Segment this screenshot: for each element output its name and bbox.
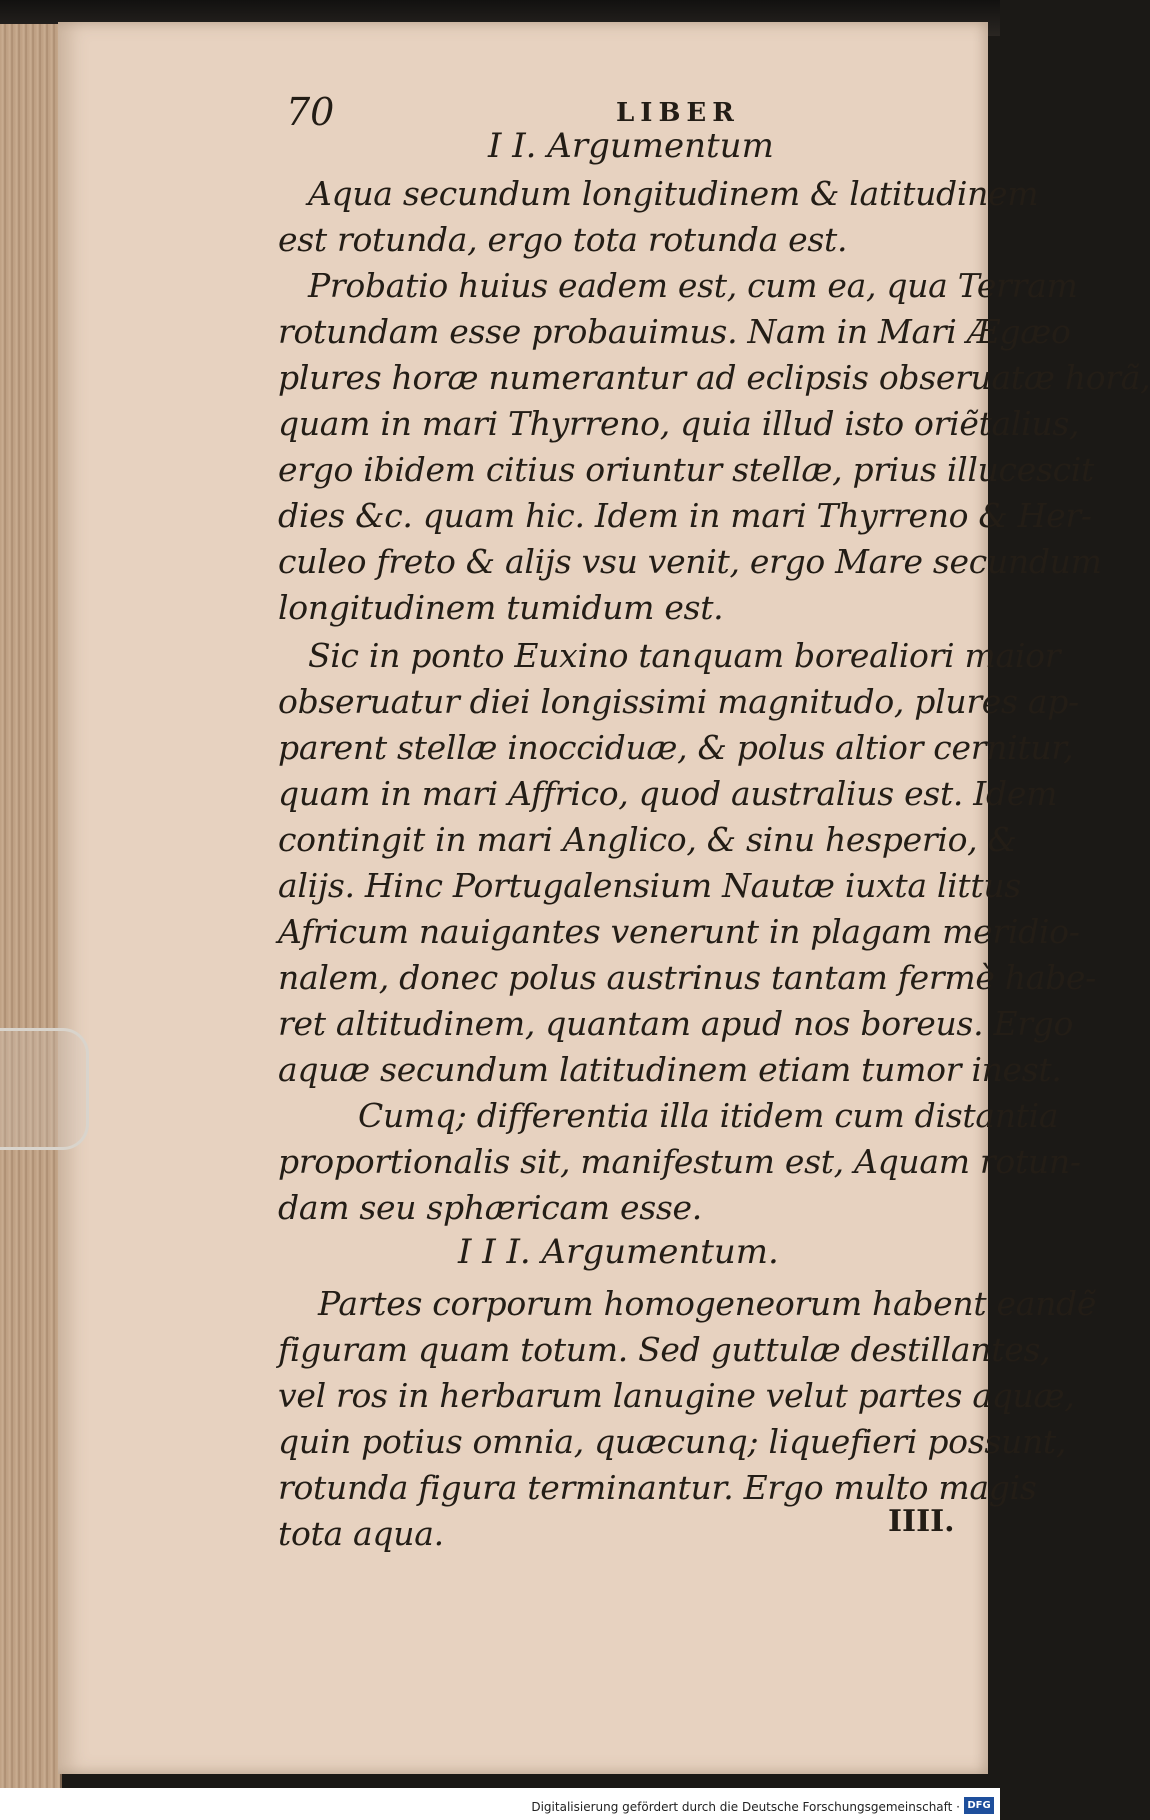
text-line: Sic in ponto Euxino tanquam borealiori maior — [308, 636, 1061, 675]
text-line: obseruatur diei longissimi magnitudo, plures ap- — [278, 682, 1079, 721]
text-line: ret altitudinem, quantam apud nos boreus. Ergo — [278, 1004, 1074, 1043]
text-line: est rotunda, ergo tota rotunda est. — [278, 220, 848, 259]
digitization-credit: Digitalisierung gefördert durch die Deutsche Forschungsgemeinschaft · — [531, 1800, 960, 1814]
clasp-clip — [0, 1028, 89, 1150]
text-line: culeo freto & alijs vsu venit, ergo Mare secundum — [278, 542, 1102, 581]
section-heading-3: I I I. Argumentum. — [458, 1232, 779, 1272]
text-line: quam in mari Thyrreno, quia illud isto oriẽtalius, — [278, 404, 1080, 443]
text-line: vel ros in herbarum lanugine velut partes aquæ, — [278, 1376, 1075, 1415]
text-line: quam in mari Affrico, quod australius est. Idem — [278, 774, 1058, 813]
text-line: dam seu sphæricam esse. — [278, 1188, 702, 1227]
text-line: alijs. Hinc Portugalensium Nautæ iuxta littus — [278, 866, 1021, 905]
text-line: Partes corporum homogeneorum habent eandẽ — [318, 1284, 1097, 1323]
text-line: quin potius omnia, quæcunq; liquefieri possunt, — [278, 1422, 1067, 1461]
text-line: dies &c. quam hic. Idem in mari Thyrreno & Her- — [278, 496, 1092, 535]
text-line: contingit in mari Anglico, & sinu hesperio, & — [278, 820, 1017, 859]
text-line: Africum nauigantes venerunt in plagam meridio- — [278, 912, 1080, 951]
catchword: IIII. — [888, 1504, 955, 1539]
text-line: ergo ibidem citius oriuntur stellæ, prius illucescit — [278, 450, 1094, 489]
text-line: Probatio huius eadem est, cum ea, qua Terram — [308, 266, 1078, 305]
book-page-edges — [0, 24, 62, 1794]
book-page — [58, 22, 1150, 1774]
text-line: aquæ secundum latitudinem etiam tumor inest. — [278, 1050, 1062, 1089]
text-line: nalem, donec polus austrinus tantam fermè habe- — [278, 958, 1097, 997]
text-line: Cumq; differentia illa itidem cum distantia — [358, 1096, 1059, 1135]
text-line: tota aqua. — [278, 1514, 444, 1553]
dfg-logo: DFG — [964, 1797, 994, 1814]
text-line: rotundam esse probauimus. Nam in Mari Ægæo — [278, 312, 1071, 351]
text-line: parent stellæ inocciduæ, & polus altior cernitur, — [278, 728, 1074, 767]
page-text — [58, 22, 1150, 1774]
text-line: Aqua secundum longitudinem & latitudinem — [308, 174, 1039, 213]
text-line: plures horæ numerantur ad eclipsis obseruatæ horã, — [278, 358, 1150, 397]
page-number: 70 — [286, 90, 335, 134]
section-heading-2: I I. Argumentum — [488, 126, 774, 166]
text-line: longitudinem tumidum est. — [278, 588, 724, 627]
running-head: LIBER — [616, 98, 740, 128]
text-line: figuram quam totum. Sed guttulæ destillantes, — [278, 1330, 1051, 1369]
text-line: rotunda figura terminantur. Ergo multo magis — [278, 1468, 1037, 1507]
text-line: proportionalis sit, manifestum est, Aquam rotun- — [278, 1142, 1081, 1181]
